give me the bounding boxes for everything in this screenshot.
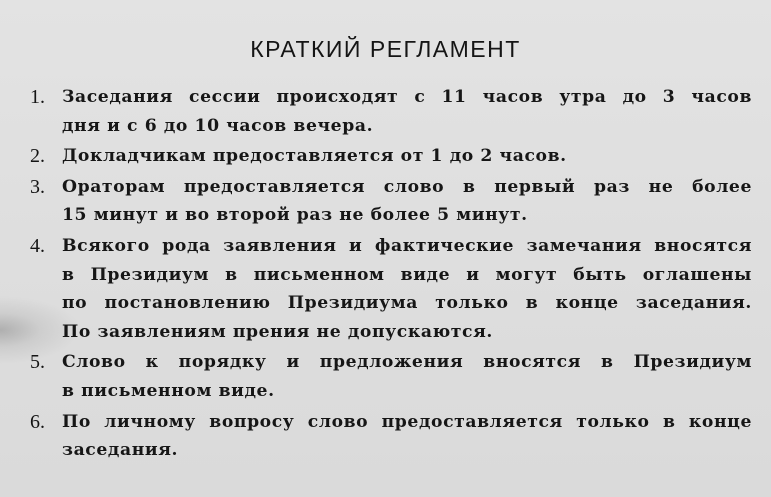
item-line: по постановлению Президиума только в конце заседания. bbox=[62, 293, 752, 314]
item-text bbox=[62, 348, 752, 405]
item-number: 3. bbox=[30, 175, 45, 198]
item-line: Докладчикам предоставляется от 1 до 2 часов. bbox=[62, 146, 567, 167]
item-number: 4. bbox=[30, 234, 45, 257]
regulation-item-6 bbox=[30, 408, 752, 465]
regulation-list bbox=[30, 83, 752, 465]
item-line: в письменном виде. bbox=[62, 380, 275, 401]
item-text bbox=[62, 173, 752, 230]
item-line: в Президиум в письменном виде и могут быть оглашены bbox=[62, 264, 752, 285]
document-title: КРАТКИЙ РЕГЛАМЕНТ bbox=[250, 36, 521, 62]
item-line: Ораторам предоставляется слово в первый раз не более bbox=[62, 176, 752, 197]
item-text bbox=[62, 142, 752, 171]
regulation-item-4 bbox=[30, 232, 752, 346]
regulation-item-2 bbox=[30, 142, 752, 171]
regulation-item-3 bbox=[30, 173, 752, 230]
item-text bbox=[62, 232, 752, 346]
item-number: 5. bbox=[30, 351, 45, 374]
regulation-item-1 bbox=[30, 83, 752, 140]
item-number: 2. bbox=[30, 145, 45, 168]
item-line: Слово к порядку и предложения вносятся в Президиум bbox=[62, 352, 752, 373]
item-text bbox=[62, 408, 752, 465]
item-number: 1. bbox=[30, 86, 45, 108]
item-line: 15 минут и во второй раз не более 5 минут. bbox=[62, 205, 528, 226]
item-line: По личному вопросу слово предоставляется только в конце bbox=[62, 411, 752, 432]
item-text bbox=[62, 83, 752, 140]
item-number: 6. bbox=[30, 410, 45, 433]
item-line: дня и с 6 до 10 часов вечера. bbox=[62, 115, 374, 136]
regulation-item-5 bbox=[30, 348, 752, 405]
item-line: Всякого рода заявления и фактические замечания вносятся bbox=[62, 235, 752, 256]
item-line: заседания. bbox=[62, 440, 179, 461]
item-line: По заявлениям прения не допускаются. bbox=[62, 321, 493, 342]
item-line: Заседания сессии происходят с 11 часов утра до 3 часов bbox=[62, 87, 752, 107]
